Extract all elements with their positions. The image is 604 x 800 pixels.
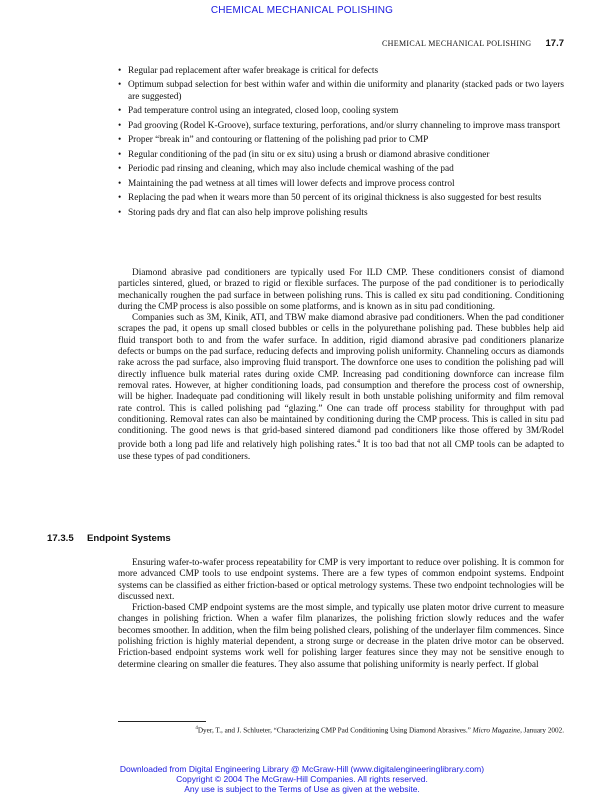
download-notice <box>0 764 604 794</box>
download-line: Downloaded from Digital Engineering Library @ McGraw-Hill (www.digitalengineeringlibrary.com) <box>119 764 485 774</box>
paragraph-text: Companies such as 3M, Kinik, ATI, and TBW make diamond abrasive pad conditioners. When the pad conditioner scrapes the pad, it opens up small closed bubbles or cells in the polyurethane polishing pad. These bubbles help aid fluid transport both to and from the wafer surface. In addition, rigid diamond abrasive pad conditioners planarize defects or bumps on the pad surface, reducing defects and improving polish uniformity. Channeling occurs as diamonds rake across the pad surface, also improving fluid transport. The downforce one uses to condition the polishing pad will directly influence bulk material rates during oxide CMP. Increasing pad conditioning downforce can increase film removal rates. However, at higher conditioning loads, pad consumption and therefore the process cost of ownership, will be higher. Inadequate pad conditioning will likely result in both unstable polishing uniformity and film removal rate control. This is called polishing pad “glazing.” One can trade off process stability for throughput with pad conditioning. Removal rates can also be maintained by conditioning during the CMP process. This is called in situ pad conditioning. The good news is that grid-based sintered diamond pad conditioners like those offered by 3M/Rodel provide both a long pad life and relatively high polishing rates. <box>118 313 564 451</box>
footnote-date: , January 2002. <box>520 726 564 735</box>
bullet-item: • Periodic pad rinsing and cleaning, which may also include chemical washing of the pad <box>118 164 564 175</box>
paragraph-diamond-conditioners: Diamond abrasive pad conditioners are typically used For ILD CMP. These conditioners consist of diamond particles sintered, glued, or brazed to rigid or flexible surfaces. The purpose of the pad conditioner is to periodically mechanically roughen the pad surface in between polishing runs. This is called ex situ pad conditioning. Conditioning during the CMP process is also possible on some platforms, and is known as in situ pad conditioning. <box>118 268 564 312</box>
bullet-item: • Replacing the pad when it wears more than 50 percent of its original thickness is also suggested for best results <box>118 193 564 204</box>
section-number: 17.3.5 <box>47 533 74 544</box>
terms-line: Any use is subject to the Terms of Use as given at the website. <box>184 784 420 794</box>
bullet-item: • Regular conditioning of the pad (in situ or ex situ) using a brush or diamond abrasive conditioner <box>118 150 564 161</box>
section-title: Endpoint Systems <box>87 533 171 544</box>
paragraph-text-continued: It is too bad that not all CMP tools can be adapted to use these types of pad conditioners. <box>118 440 564 462</box>
bullet-item: • Optimum subpad selection for best within wafer and within die uniformity and planarity (stacked pads or two layers are suggested) <box>118 80 564 103</box>
bullet-item: • Regular pad replacement after wafer breakage is critical for defects <box>118 66 564 77</box>
bullet-item: • Storing pads dry and flat can also help improve polishing results <box>118 208 564 219</box>
paragraph-friction-endpoint: Friction-based CMP endpoint systems are the most simple, and typically use platen motor drive current to measure changes in polishing friction. When a wafer film planarizes, the polishing friction slowly reduces and the wafer becomes smoother. In addition, when the film being polished clears, polishing of the underlayer film commences. Since polishing friction is highly material dependent, a strong surge or decrease in the platen drive motor can be observed. Friction-based endpoint systems work well for polishing larger features since they may not be sensitive enough to determine clearing on smaller die features. They also assume that polishing uniformity is nearly perfect. If global <box>118 603 564 670</box>
running-head-title: CHEMICAL MECHANICAL POLISHING <box>382 39 532 48</box>
pad-conditioner-section <box>118 268 564 463</box>
bullet-item: • Maintaining the pad wetness at all times will lower defects and improve process control <box>118 179 564 190</box>
bullet-list <box>118 66 564 222</box>
copyright-line: Copyright © 2004 The McGraw-Hill Companies. All rights reserved. <box>176 774 428 784</box>
footnote-divider <box>118 721 206 722</box>
footnote-mark: 4 <box>195 726 198 731</box>
footnote-reference: 4 <box>357 439 361 446</box>
chapter-banner: CHEMICAL MECHANICAL POLISHING <box>210 5 394 16</box>
running-head <box>382 38 564 49</box>
footnote-text: Dyer, T., and J. Schlueter, “Characterizing CMP Pad Conditioning Using Diamond Abrasives.” <box>197 726 471 735</box>
paragraph-conditioner-companies <box>118 313 564 463</box>
paragraph-endpoint-intro: Ensuring wafer-to-wafer process repeatability for CMP is very important to reduce over polishing. It is common for more advanced CMP tools to use endpoint systems. There are a few types of common endpoint systems. Endpoint systems can be classified as either friction-based or optical metrology systems. These two endpoint technologies will be discussed next. <box>118 558 564 602</box>
page-number: 17.7 <box>545 38 564 49</box>
bullet-item: • Pad temperature control using an integrated, closed loop, cooling system <box>118 106 564 117</box>
footnote <box>118 724 564 735</box>
bullet-item: • Proper “break in” and contouring or flattening of the polishing pad prior to CMP <box>118 135 564 146</box>
footnote-journal: Micro Magazine <box>472 726 521 735</box>
endpoint-section-body <box>118 558 564 671</box>
section-heading <box>47 533 171 544</box>
bullet-item: • Pad grooving (Rodel K-Groove), surface texturing, perforations, and/or slurry channeling to improve mass transport <box>118 121 564 132</box>
